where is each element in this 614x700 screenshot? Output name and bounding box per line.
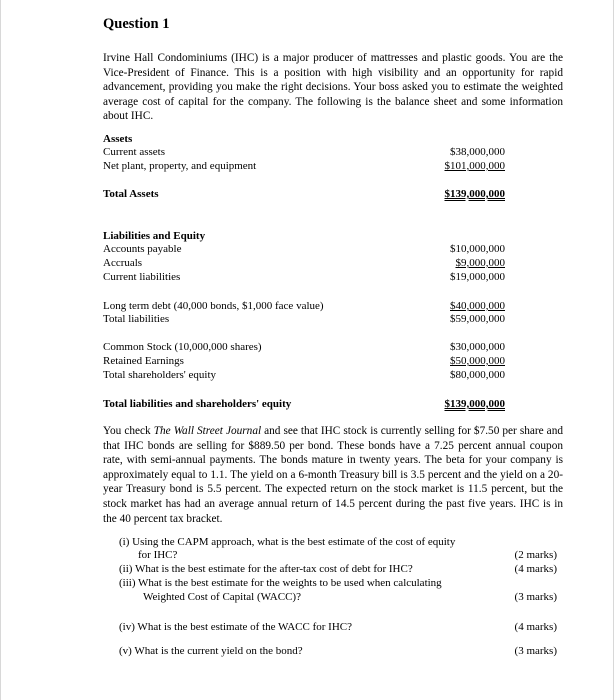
accruals-label: Accruals: [103, 257, 143, 269]
journal-name: The Wall Street Journal: [153, 425, 262, 437]
question-3-line-1: (iii) What is the best estimate for the weights to be used when calculating: [119, 577, 442, 589]
para2-before-journal: You check: [103, 425, 154, 437]
current-liabilities-label: Current liabilities: [103, 271, 181, 283]
total-liabilities-value: $59,000,000: [450, 313, 505, 325]
retained-earnings-value: $50,000,000: [450, 355, 505, 367]
question-heading: Question 1: [103, 16, 170, 32]
long-term-debt-label: Long term debt (40,000 bonds, $1,000 face value): [103, 300, 324, 312]
accruals-value: $9,000,000: [455, 257, 505, 269]
question-2: (ii) What is the best estimate for the after-tax cost of debt for IHC?: [119, 563, 413, 575]
total-le-label: Total liabilities and shareholders' equity: [103, 398, 292, 410]
market-info-paragraph: [103, 424, 563, 526]
question-5-marks: (3 marks): [514, 645, 557, 657]
accounts-payable-label: Accounts payable: [103, 243, 182, 255]
question-3-marks: (3 marks): [514, 591, 557, 603]
question-2-marks: (4 marks): [514, 563, 557, 575]
current-assets-value: $38,000,000: [450, 146, 505, 158]
liabilities-title: Liabilities and Equity: [103, 230, 206, 242]
question-3-line-2: Weighted Cost of Capital (WACC)?: [143, 591, 301, 603]
question-4-marks: (4 marks): [514, 621, 557, 633]
common-stock-label: Common Stock (10,000,000 shares): [103, 341, 262, 353]
long-term-debt-value: $40,000,000: [450, 300, 505, 312]
question-1-line-1: (i) Using the CAPM approach, what is the best estimate of the cost of equity: [119, 536, 456, 548]
common-stock-value: $30,000,000: [450, 341, 505, 353]
para2-after-journal: and see that IHC stock is currently selling for $7.50 per share and that IHC bonds are selling for $889.50 per bond. These bonds have a 7.25 percent annual coupon rate, with semi-annual payments. The bonds mature in twenty years. The beta for your company is approximately equal to 1.1. The yield on a 6-month Treasury bill is 3.5 percent and the yield on a 20-year Treasury bond is 5.5 percent. The expected return on the stock market is 11.5 percent, but the stock market has had an average annual return of 14.5 percent during the past five years. IHC is in the 40 percent tax bracket.: [103, 425, 563, 525]
accounts-payable-value: $10,000,000: [450, 243, 505, 255]
question-1-marks: (2 marks): [514, 549, 557, 561]
total-equity-value: $80,000,000: [450, 369, 505, 381]
current-assets-label: Current assets: [103, 146, 166, 158]
total-le-value: $139,000,000: [444, 398, 505, 410]
question-4: (iv) What is the best estimate of the WACC for IHC?: [119, 621, 352, 633]
net-plant-value: $101,000,000: [444, 160, 505, 172]
retained-earnings-label: Retained Earnings: [103, 355, 184, 367]
question-5: (v) What is the current yield on the bond?: [119, 645, 303, 657]
total-liabilities-label: Total liabilities: [103, 313, 170, 325]
current-liabilities-value: $19,000,000: [450, 271, 505, 283]
total-assets-label: Total Assets: [103, 188, 159, 200]
total-equity-label: Total shareholders' equity: [103, 369, 217, 381]
net-plant-label: Net plant, property, and equipment: [103, 160, 257, 172]
assets-title: Assets: [103, 133, 133, 145]
total-assets-value: $139,000,000: [444, 188, 505, 200]
question-1-line-2: for IHC?: [138, 549, 178, 561]
intro-paragraph: Irvine Hall Condominiums (IHC) is a major producer of mattresses and plastic goods. You are the Vice-President of Finance. This is a position with high visibility and an opportunity for rapid advancement, providing you make the right decisions. Your boss asked you to estimate the weighted average cost of capital for the company. The following is the balance sheet and some information about IHC.: [103, 52, 563, 123]
